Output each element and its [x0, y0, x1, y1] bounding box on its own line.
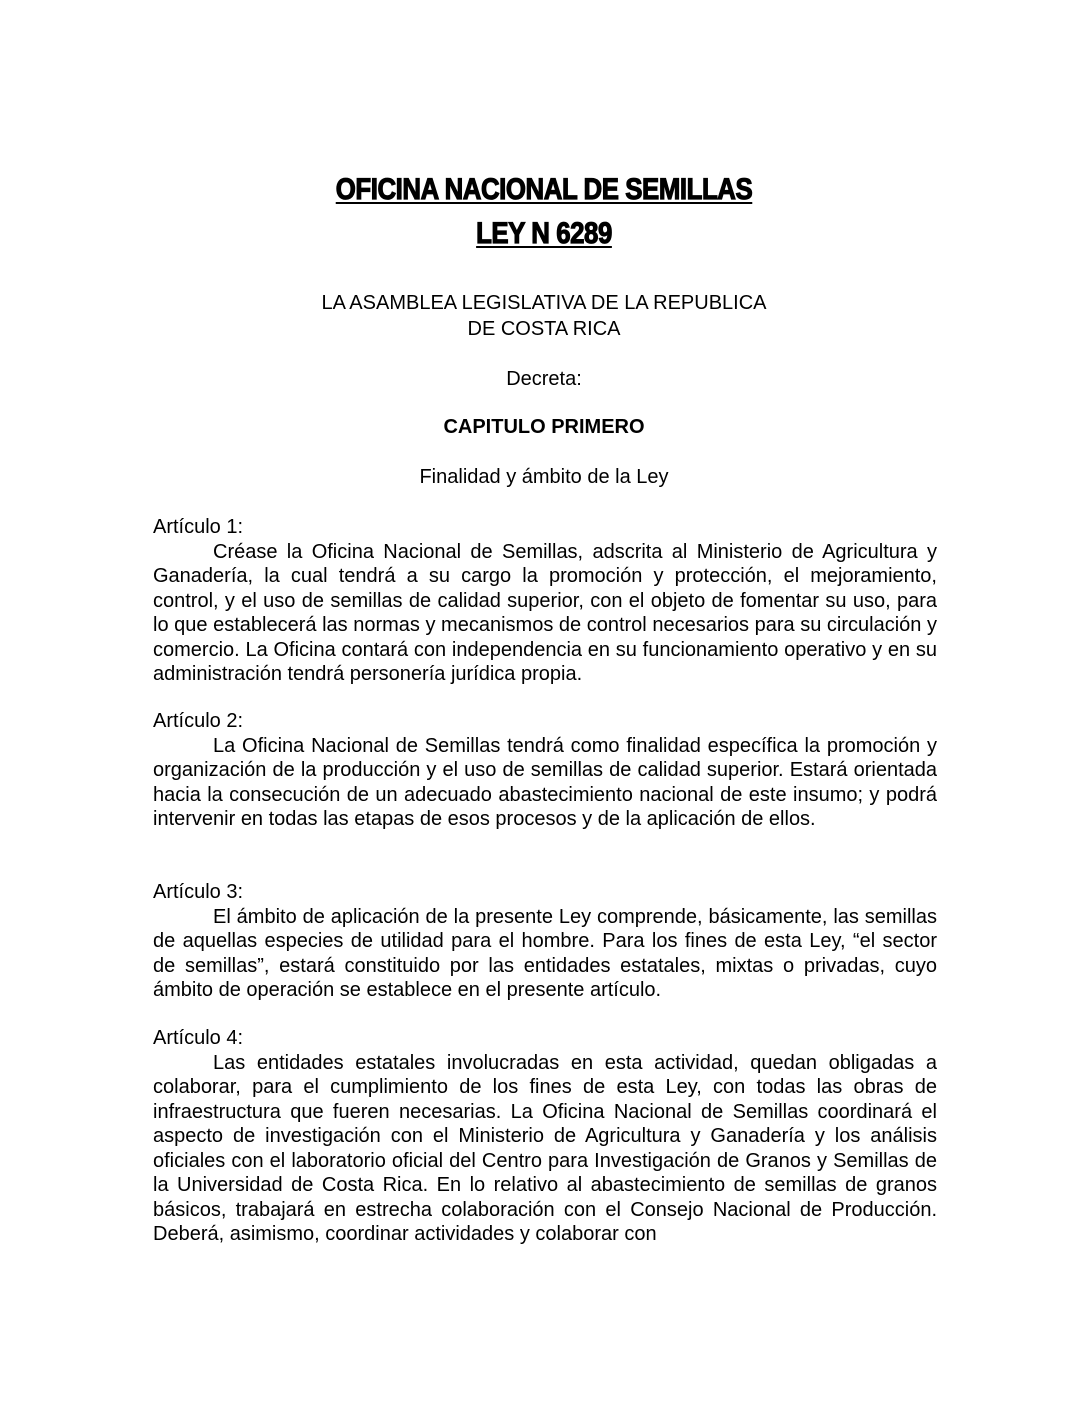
article-heading: Artículo 1:: [153, 516, 244, 538]
assembly-line-2: DE COSTA RICA: [467, 318, 621, 340]
article-text: Las entidades estatales involucradas en esta actividad, quedan obligadas a colaborar, para el cumplimiento de los fines de esta Ley, con todas las obras de infraestructura que fueren necesarias. La Oficina Nacional de Semillas coordinará el aspecto de investigación con el Ministerio de Agricultura y Ganadería y los análisis oficiales con el laboratorio oficial del Centro para Investigación de Granos y Semillas de la Universidad de Costa Rica. En lo relativo al abastecimiento de semillas de granos básicos, trabajará en estrecha colaboración con el Consejo Nacional de Producción. Deberá, asimismo, coordinar actividades y colaborar con: [153, 1051, 937, 1245]
document-title: [0, 168, 1088, 256]
title-line-2: LEY N 6289: [476, 217, 612, 250]
assembly-heading: [0, 290, 1088, 342]
article-text: Créase la Oficina Nacional de Semillas, adscrita al Ministerio de Agricultura y Ganadería, la cual tendrá a su cargo la promoción y protección, el mejoramiento, control, y el uso de semillas de calidad superior, con el objeto de fomentar su uso, para lo que establecerá las normas y mecanismos de control necesarios para su circulación y comercio. La Oficina contará con independencia en su funcionamiento operativo y en su administración tendrá personería jurídica propia.: [153, 540, 937, 685]
article-2: [153, 709, 937, 832]
article-heading: Artículo 3:: [153, 881, 244, 903]
article-4: [153, 1026, 937, 1247]
article-3: [153, 880, 937, 1003]
article-1: [153, 515, 937, 687]
chapter-heading: CAPITULO PRIMERO: [443, 416, 645, 438]
title-line-1: OFICINA NACIONAL DE SEMILLAS: [335, 173, 753, 206]
article-heading: Artículo 2:: [153, 710, 244, 732]
article-text: El ámbito de aplicación de la presente Ley comprende, básicamente, las semillas de aquellas especies de utilidad para el hombre. Para los fines de esta Ley, “el sector de semillas”, estará constituido por las entidades estatales, mixtas o privadas, cuyo ámbito de operación se establece en el presente artículo.: [153, 905, 937, 1001]
chapter-subtitle: Finalidad y ámbito de la Ley: [419, 466, 669, 488]
assembly-line-1: LA ASAMBLEA LEGISLATIVA DE LA REPUBLICA: [321, 292, 767, 314]
article-text: La Oficina Nacional de Semillas tendrá como finalidad específica la promoción y organización de la producción y el uso de semillas de calidad superior. Estará orientada hacia la consecución de un adecuado abastecimiento nacional de este insumo; y podrá intervenir en todas las etapas de esos procesos y de la aplicación de ellos.: [153, 734, 937, 830]
article-heading: Artículo 4:: [153, 1027, 244, 1049]
decreta-label: Decreta:: [506, 368, 582, 390]
